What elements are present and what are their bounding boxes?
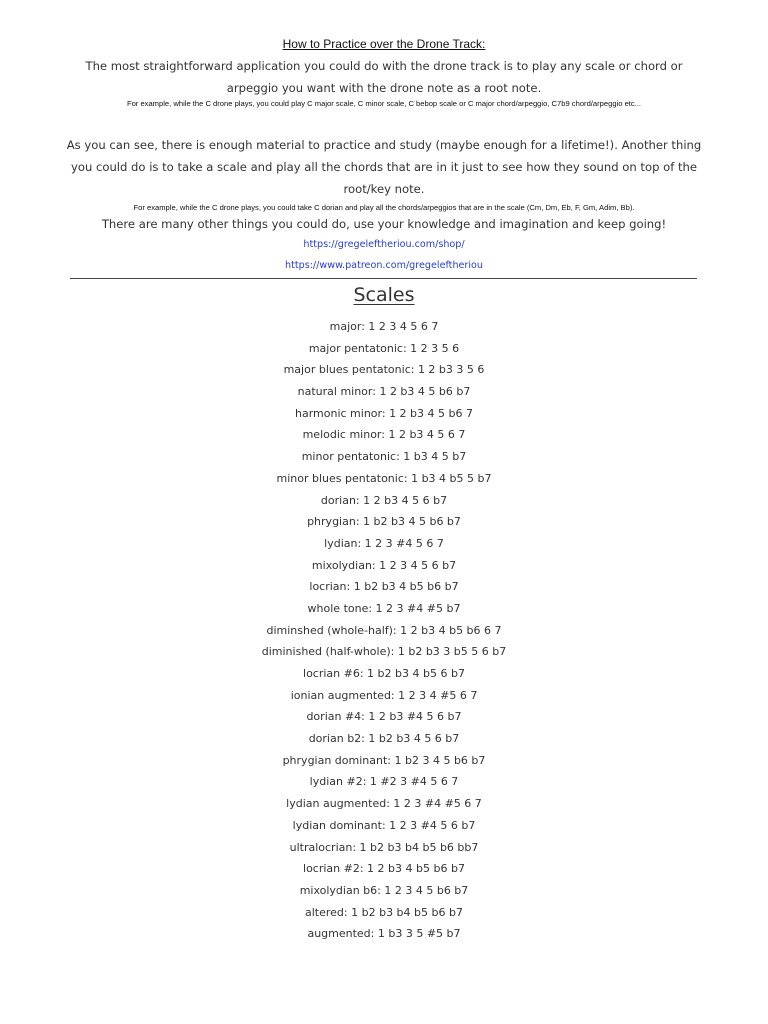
scale-item: dorian: 1 2 b3 4 5 6 b7: [320, 493, 448, 507]
shop-link[interactable]: https://gregeleftheriou.com/shop/: [303, 239, 465, 250]
scale-item: harmonic minor: 1 2 b3 4 5 b6 7: [295, 406, 473, 420]
scale-item: lydian: 1 2 3 #4 5 6 7: [324, 536, 444, 550]
scale-item: minor blues pentatonic: 1 b3 4 b5 5 b7: [276, 471, 492, 485]
scale-item: diminshed (whole-half): 1 2 b3 4 b5 b6 6 7: [266, 623, 502, 637]
scale-item: minor pentatonic: 1 b3 4 5 b7: [301, 450, 467, 464]
patreon-link[interactable]: https://www.patreon.com/gregeleftheriou: [285, 260, 483, 271]
scale-item: diminished (half-whole): 1 b2 b3 3 b5 5 6 b7: [261, 645, 507, 659]
scale-item: augmented: 1 b3 3 5 #5 b7: [307, 927, 461, 941]
scale-item: whole tone: 1 2 3 #4 #5 b7: [307, 601, 461, 615]
scale-item: phrygian: 1 b2 b3 4 5 b6 b7: [307, 515, 461, 529]
scale-item: altered: 1 b2 b3 b4 b5 b6 b7: [305, 905, 463, 919]
scale-item: locrian #2: 1 2 b3 4 b5 b6 b7: [303, 862, 465, 876]
scale-item: ultralocrian: 1 b2 b3 b4 b5 b6 bb7: [289, 840, 479, 854]
scale-item: phrygian dominant: 1 b2 3 4 5 b6 b7: [282, 753, 486, 767]
intro-paragraph-1: The most straightforward application you could do with the drone track is to play any scale or chord or arpeggio you want with the drone note as a root note.: [85, 59, 683, 95]
scale-item: lydian #2: 1 #2 3 #4 5 6 7: [309, 775, 459, 789]
scale-item: locrian: 1 b2 b3 4 b5 b6 b7: [309, 580, 459, 594]
scale-item: major pentatonic: 1 2 3 5 6: [308, 341, 460, 355]
scale-item: ionian augmented: 1 2 3 4 #5 6 7: [290, 688, 478, 702]
scale-item: major: 1 2 3 4 5 6 7: [329, 320, 439, 333]
scale-item: mixolydian: 1 2 3 4 5 6 b7: [311, 558, 457, 572]
intro-paragraph-3: There are many other things you could do, use your knowledge and imagination and keep going!: [101, 217, 667, 231]
scale-item: lydian augmented: 1 2 3 #4 #5 6 7: [286, 797, 482, 811]
scales-title: Scales: [353, 284, 415, 306]
scale-item: dorian #4: 1 2 b3 #4 5 6 b7: [306, 710, 462, 724]
practice-heading: How to Practice over the Drone Track:: [282, 37, 486, 51]
example-note-1: For example, while the C drone plays, you could play C major scale, C minor scale, C bebop scale or C major chord/arpeggio, C7b9 chord/arpeggio etc...: [126, 99, 642, 108]
scale-item: natural minor: 1 2 b3 4 5 b6 b7: [297, 385, 471, 399]
section-divider: [70, 278, 697, 279]
scale-item: melodic minor: 1 2 b3 4 5 6 7: [302, 428, 466, 442]
scale-item: lydian dominant: 1 2 3 #4 5 6 b7: [292, 818, 476, 832]
example-note-2: For example, while the C drone plays, you could take C dorian and play all the chords/arpeggios that are in the scale (Cm, Dm, Eb, F, Gm, Adim, Bb).: [133, 203, 635, 212]
scale-item: locrian #6: 1 b2 b3 4 b5 6 b7: [303, 667, 465, 680]
intro-paragraph-2: As you can see, there is enough material to practice and study (maybe enough for a lifetime!). Another thing you could do is to take a scale and play all the chords that are in it just to see how they sound on top of the root/key note.: [66, 138, 702, 196]
scale-item: major blues pentatonic: 1 2 b3 3 5 6: [283, 363, 485, 377]
scale-item: dorian b2: 1 b2 b3 4 5 6 b7: [308, 732, 460, 746]
scale-list: [0, 316, 768, 945]
scale-item: mixolydian b6: 1 2 3 4 5 b6 b7: [299, 883, 469, 897]
